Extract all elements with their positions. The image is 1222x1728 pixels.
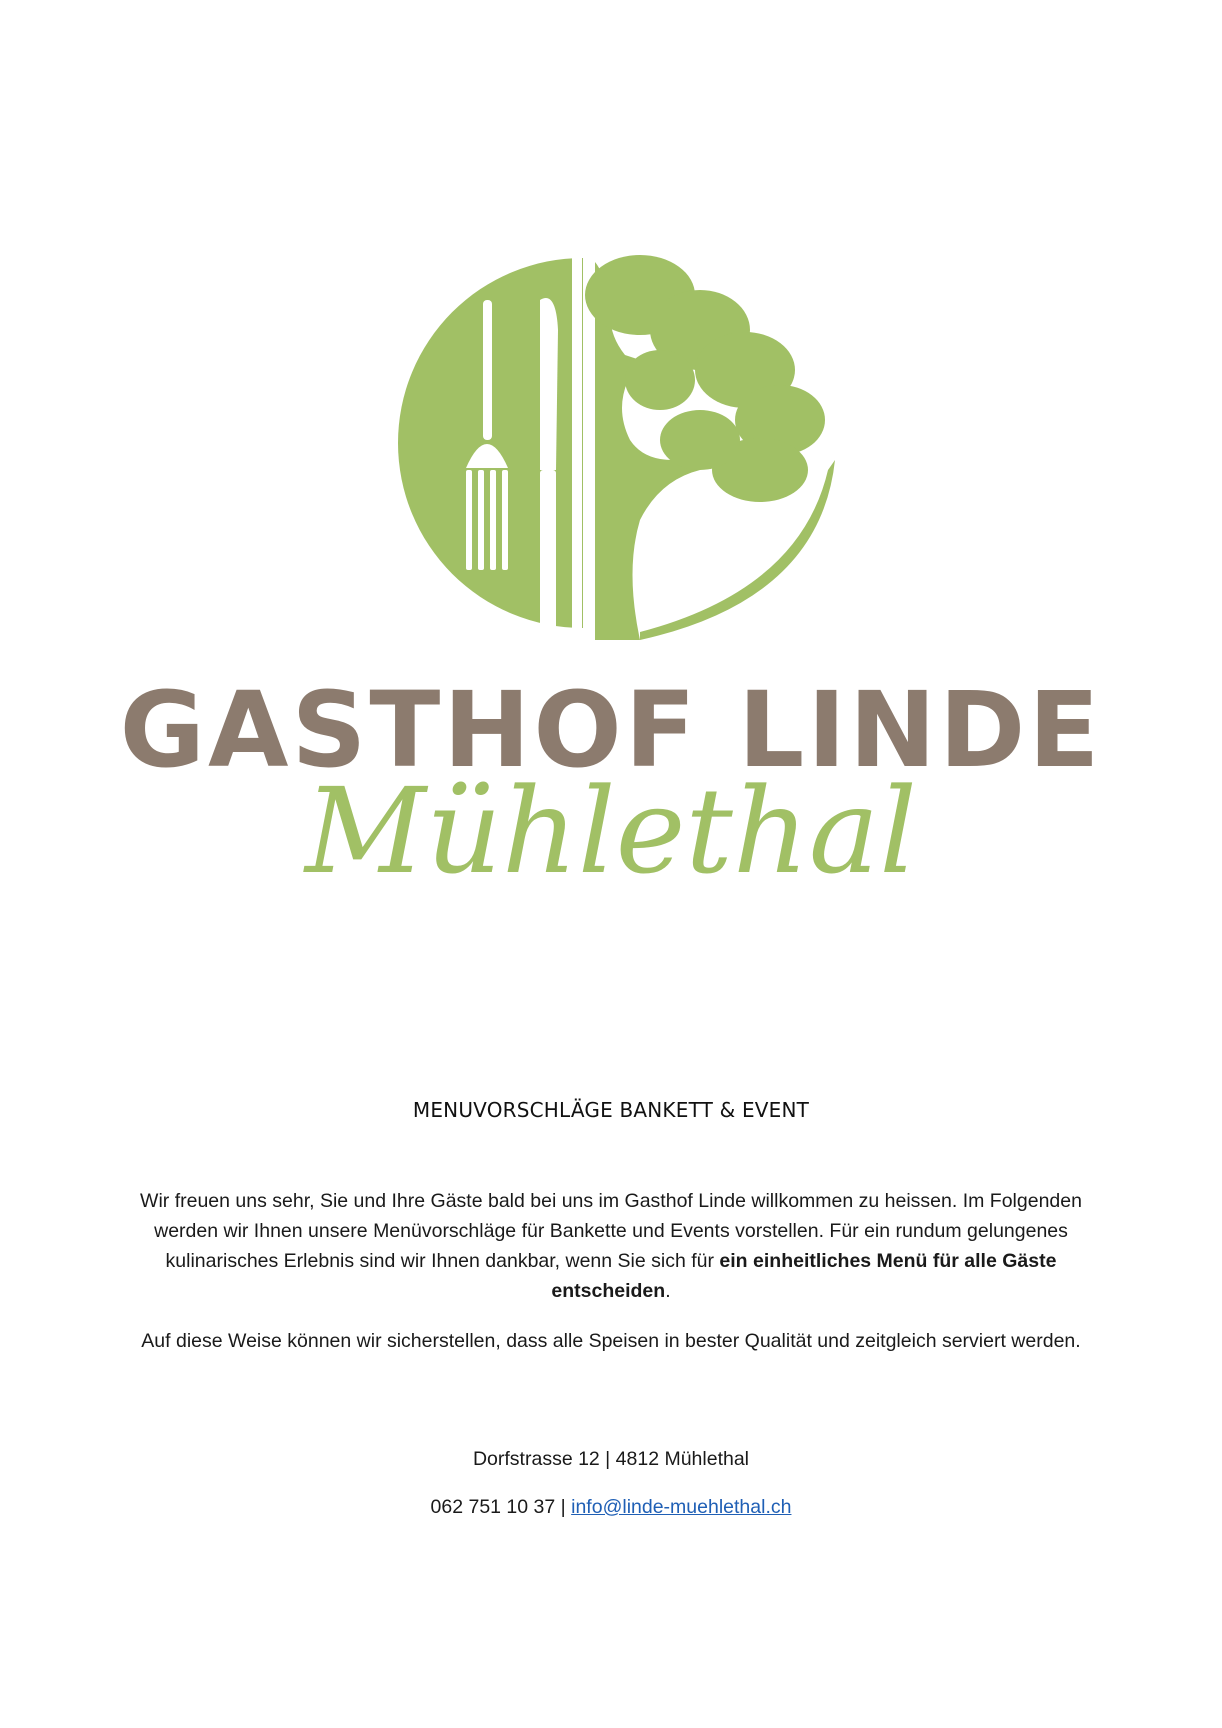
intro-text-2: . xyxy=(665,1280,671,1302)
intro-bold: ein einheitliches Menü für alle Gäste entscheiden xyxy=(551,1250,1057,1302)
email-link[interactable]: info@linde-muehlethal.ch xyxy=(571,1496,792,1518)
intro-text-1: Wir freuen uns sehr, Sie und Ihre Gäste bald bei uns im Gasthof Linde willkommen zu heissen. Im Folgenden werden wir Ihnen unsere Menüvorschläge für Bankette und Events vorstellen. Für ein rundum gelungenes kulinarisches Erlebnis sind wir Ihnen dankbar, wenn Sie sich für xyxy=(140,1190,1082,1272)
contact-line xyxy=(0,1496,1222,1519)
knife-icon xyxy=(540,298,558,630)
contact-separator: | xyxy=(555,1496,572,1518)
page-heading: MENUVORSCHLÄGE BANKETT & EVENT xyxy=(412,1098,810,1122)
intro-paragraph xyxy=(140,1186,1082,1306)
address: Dorfstrasse 12 | 4812 Mühlethal xyxy=(472,1448,750,1470)
logo-script: Mühlethal xyxy=(305,762,917,900)
tree-icon xyxy=(585,255,835,640)
logo-wordmark: GASTHOF LINDE xyxy=(119,669,1103,791)
intro-paragraph-2: Auf diese Weise können wir sicherstellen, dass alle Speisen in bester Qualität und zeitgleich serviert werden. xyxy=(141,1330,1081,1352)
phone-number: 062 751 10 37 xyxy=(430,1496,556,1518)
